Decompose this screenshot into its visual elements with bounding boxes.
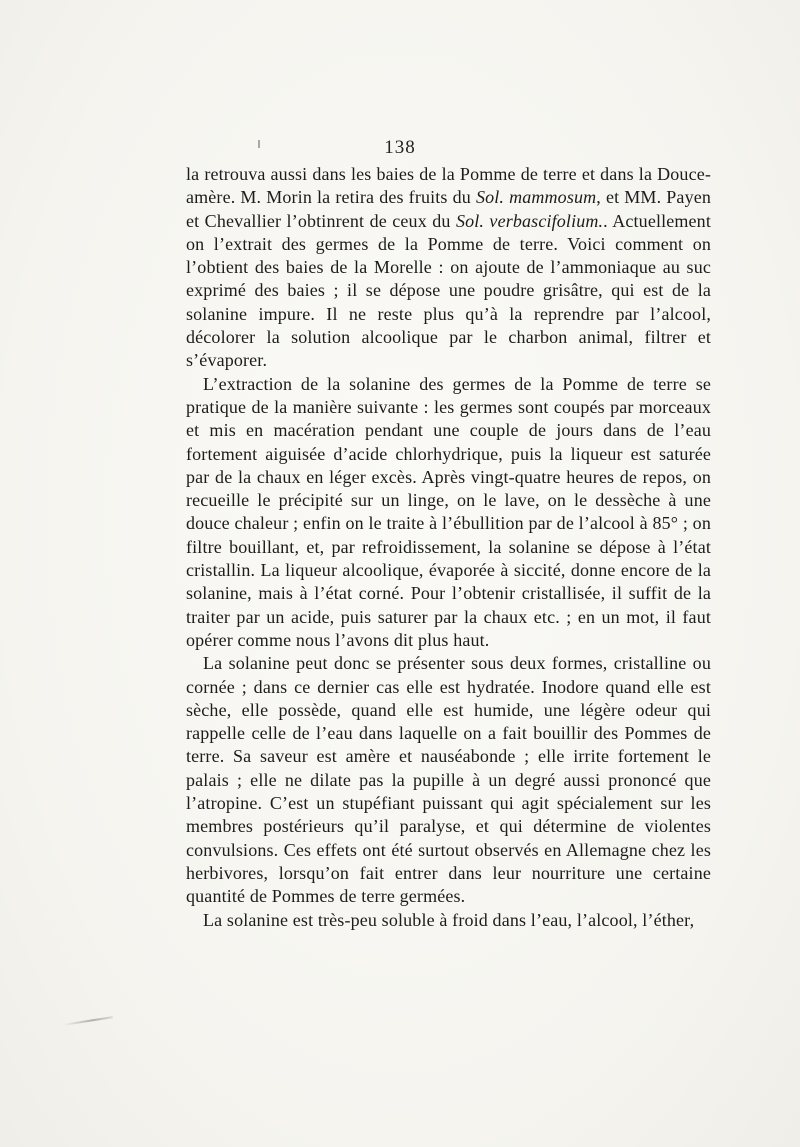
page-number: 138 (384, 137, 416, 158)
paper-mark (258, 140, 260, 148)
paragraph-3: La solanine peut donc se présenter sous deux formes, cristalline ou cornée ; dans ce dernier cas elle est hydratée. Inodore quand elle est sèche, elle possède, quand elle est humide, une légère odeur qui rappelle celle de l’eau dans laquelle on a fait bouillir des Pommes de terre. Sa saveur est amère et nauséabonde ; elle irrite fortement le palais ; elle ne dilate pas la pupille à un degré aussi prononcé que l’atropine. C’est un stupéfiant puissant qui agit spécialement sur les membres postérieurs qu’il paralyse, et qui détermine de violentes convulsions. Ces effets ont été surtout observés en Allemagne chez les herbivores, lorsqu’on fait entrer dans leur nourriture une certaine quantité de Pommes de terre germées. (186, 653, 711, 907)
paragraph-4: La solanine est très-peu soluble à froid dans l’eau, l’alcool, l’éther, (203, 909, 695, 930)
paragraph-2: L’extraction de la solanine des germes de la Pomme de terre se pratique de la manière suivante : les germes sont coupés par morceaux et mis en macération pendant une couple de jours dans de l’eau fortement aiguisée d’acide chlorhydrique, puis la liqueur est saturée par de la chaux en léger excès. Après vingt-quatre heures de repos, on recueille le précipité sur un linge, on le lave, on le dessèche à une douce chaleur ; enfin on le traite à l’ébullition par de l’alcool à 85° ; on filtre bouillant, et, par refroidissement, la solanine se dépose à l’état cristallin. La liqueur alcoolique, évaporée à siccité, donne encore de la solanine, mais à l’état corné. Pour l’obtenir cristallisée, il suffit de la traiter par un acide, puis saturer par la chaux etc. ; en un mot, il faut opérer comme nous l’avons dit plus haut. (186, 373, 711, 650)
species-name: Sol. verbascifolium. (455, 210, 604, 231)
species-name: Sol. mammosum (475, 187, 597, 208)
ink-smudge (63, 1016, 113, 1026)
body-text (186, 163, 711, 932)
paragraph-1: la retrouva aussi dans les baies de la Pomme de terre et dans la Douce-amère. M. Morin la retira des fruits du Sol. mammosum, et MM. Payen et Chevallier l’obtinrent de ceux du Sol. verbascifolium.. Actuellement on l’extrait des germes de la Pomme de terre. Voici comment on l’obtient des baies de la Morelle : on ajoute de l’ammoniaque au suc exprimé des baies ; il se dépose une poudre grisâtre, qui est de la solanine impure. Il ne reste plus qu’à la reprendre par l’alcool, décolorer la solution alcoolique par le charbon animal, filtrer et s’évaporer. (186, 164, 712, 371)
